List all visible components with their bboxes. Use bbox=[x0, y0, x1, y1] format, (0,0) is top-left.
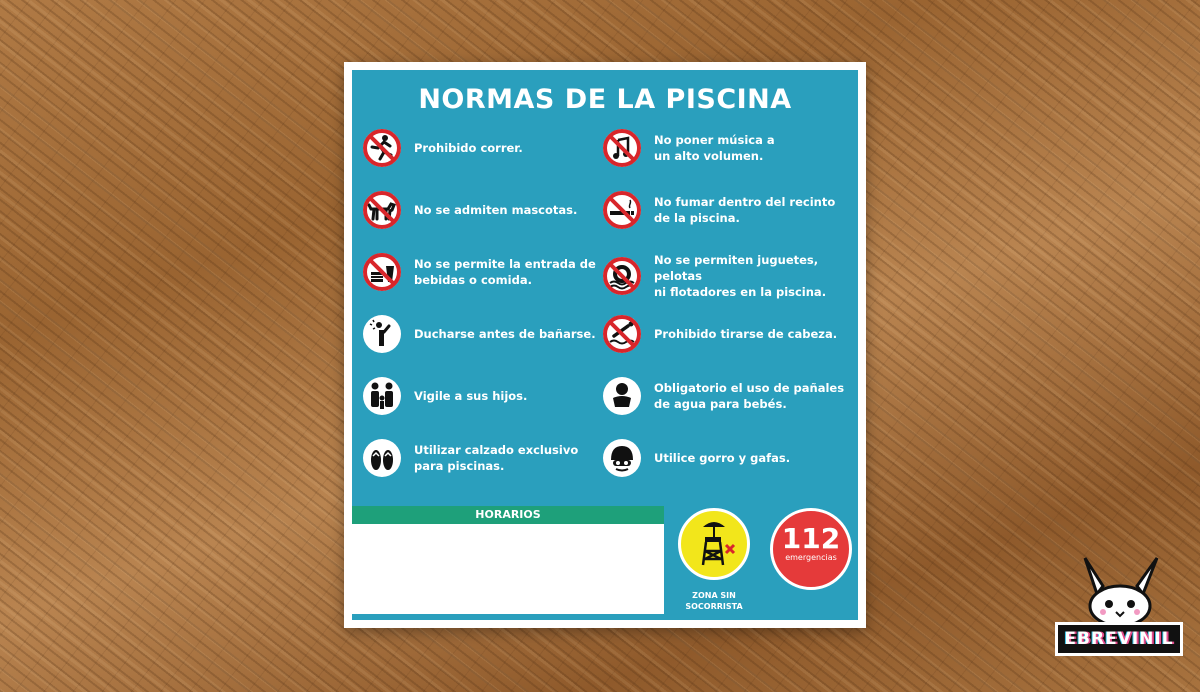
pool-rules-sign bbox=[344, 62, 866, 628]
family-icon bbox=[362, 376, 402, 416]
rule-no-diving bbox=[602, 314, 837, 354]
lifeguard-tower-icon bbox=[681, 511, 747, 577]
rule-shower bbox=[362, 314, 596, 354]
zone-label: ZONA SIN SOCORRISTA bbox=[685, 591, 743, 611]
rule-no-toys bbox=[602, 252, 858, 300]
no-food-icon bbox=[362, 252, 402, 292]
no-pets-icon bbox=[362, 190, 402, 230]
sign-title: NORMAS DE LA PISCINA bbox=[418, 84, 792, 115]
rule-text: Ducharse antes de bañarse. bbox=[414, 327, 596, 341]
swim-cap-icon bbox=[602, 438, 642, 478]
zone-no-lifeguard-badge bbox=[678, 508, 750, 580]
no-running-icon bbox=[362, 128, 402, 168]
brand-wordmark bbox=[1055, 622, 1183, 656]
rule-text: No se admiten mascotas. bbox=[414, 203, 578, 217]
rule-no-music bbox=[602, 128, 775, 168]
emergency-number: 112 bbox=[781, 522, 841, 555]
rule-text: Vigile a sus hijos. bbox=[414, 389, 528, 403]
rule-flip-flops bbox=[362, 438, 578, 478]
emergency-label: emergencias bbox=[785, 553, 837, 562]
horarios-box bbox=[352, 506, 664, 614]
flip-flops-icon bbox=[362, 438, 402, 478]
rule-no-smoking bbox=[602, 190, 835, 230]
rule-text: No poner música a un alto volumen. bbox=[654, 133, 775, 163]
emergency-badge bbox=[770, 508, 852, 590]
rule-text: Prohibido correr. bbox=[414, 141, 523, 155]
no-smoking-icon bbox=[602, 190, 642, 230]
rule-family bbox=[362, 376, 527, 416]
no-toys-icon bbox=[602, 256, 642, 296]
rabbit-mascot-icon bbox=[1045, 550, 1195, 630]
rule-text: Utilice gorro y gafas. bbox=[654, 451, 791, 465]
horarios-header: HORARIOS bbox=[352, 506, 664, 524]
sign-panel bbox=[352, 70, 858, 620]
shower-icon bbox=[362, 314, 402, 354]
brand-logo bbox=[1045, 550, 1195, 680]
rule-text: Utilizar calzado exclusivo para piscinas. bbox=[414, 443, 579, 473]
rule-text: No se permiten juguetes, pelotas ni flotadores en la piscina. bbox=[654, 253, 827, 299]
rule-no-running bbox=[362, 128, 523, 168]
rule-text: No se permite la entrada de bebidas o comida. bbox=[414, 257, 596, 287]
no-diving-icon bbox=[602, 314, 642, 354]
brand-text: EBREVINIL bbox=[1064, 629, 1174, 649]
rule-no-pets bbox=[362, 190, 577, 230]
rule-text: Obligatorio el uso de pañales de agua para bebés. bbox=[654, 381, 845, 411]
rule-text: Prohibido tirarse de cabeza. bbox=[654, 327, 838, 341]
rule-no-food bbox=[362, 252, 596, 292]
rule-baby-diapers bbox=[602, 376, 844, 416]
rule-text: No fumar dentro del recinto de la piscina. bbox=[654, 195, 836, 225]
baby-icon bbox=[602, 376, 642, 416]
rule-cap-goggles bbox=[602, 438, 790, 478]
no-music-icon bbox=[602, 128, 642, 168]
